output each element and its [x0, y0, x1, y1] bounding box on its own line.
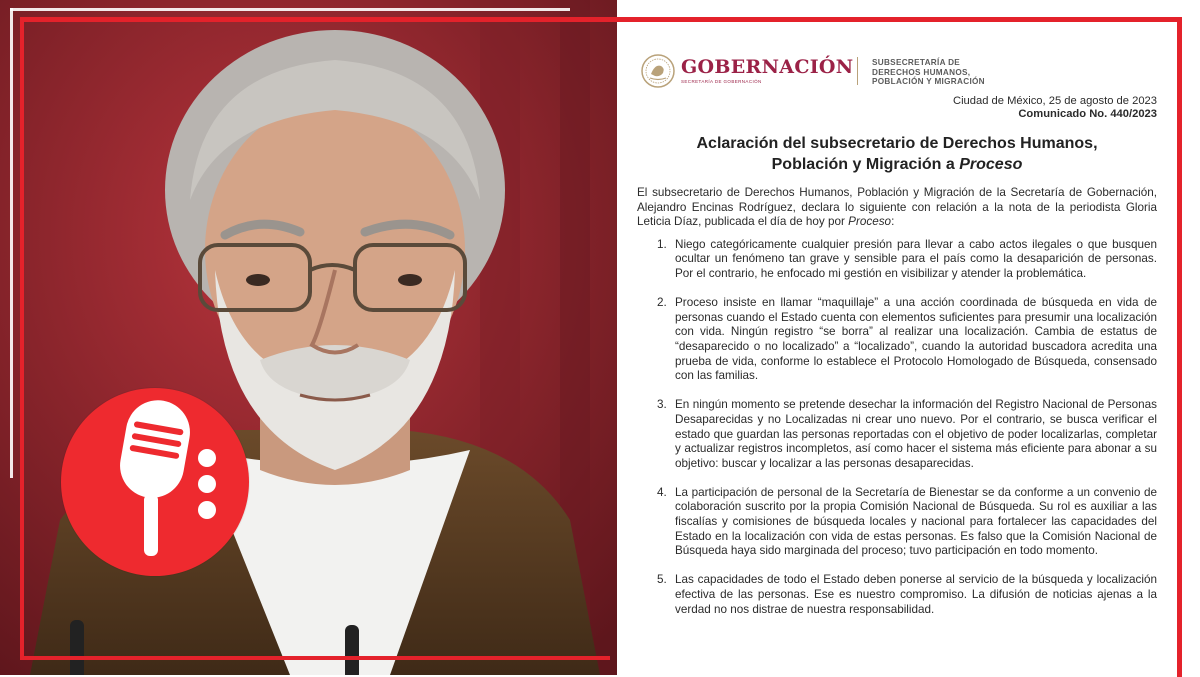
- list-item: [637, 398, 1157, 471]
- department-line-2: DERECHOS HUMANOS,: [872, 67, 971, 77]
- date-place: Ciudad de México, 25 de agosto de 2023: [952, 95, 1157, 107]
- item-text: Niego categóricamente cualquier presión para llevar a cabo actos ilegales o que busquen ocultar un fenómeno tan grave y sensible para el país como la desaparición de personas. Por el contrario, he enfocado mi gestión en visibilizar y atender la problemática.: [675, 237, 1157, 280]
- department-line-3: POBLACIÓN Y MIGRACIÓN: [872, 77, 985, 87]
- press-release: [617, 22, 1177, 675]
- intro-paragraph: [637, 186, 1157, 230]
- document-title: [637, 133, 1157, 175]
- item-number: 4.: [657, 485, 667, 499]
- microphone-badge: [61, 388, 249, 576]
- frame-accent-left: [10, 8, 13, 478]
- item-number: 3.: [657, 398, 667, 412]
- microphone-icon: [61, 388, 249, 576]
- item-text: En ningún momento se pretende desechar la información del Registro Nacional de Personas Desaparecidas y no Localizadas ni crear uno nuevo. Por el contrario, se busca verificar el estado que guardan las personas reportadas con el objetivo de poder localizarlas, completar y actualizar registros incompletos, así como hacer el sistema más eficiente para abonar a su objetivo: buscar y localizar a las personas desaparecidas.: [675, 398, 1157, 470]
- title-line-2-text: Población y Migración a: [771, 156, 960, 173]
- department-name: [872, 58, 985, 87]
- letterhead: [641, 54, 1161, 90]
- item-number: 2.: [657, 296, 667, 310]
- title-publication: Proceso: [959, 156, 1023, 173]
- frame-border-left: [20, 17, 24, 660]
- intro-text: El subsecretario de Derechos Humanos, Población y Migración de la Secretaría de Gobernación, Alejandro Encinas Rodríguez, declara lo siguiente con relación a la nota de la periodista Gloria Leticia Díaz, publicada el día de hoy por: [637, 186, 1157, 229]
- list-item: [637, 486, 1157, 559]
- seal-icon: [641, 54, 675, 88]
- release-number: Comunicado No. 440/2023: [1018, 108, 1157, 120]
- brand-name: GOBERNACIÓN: [681, 56, 854, 78]
- intro-publication: Proceso: [848, 215, 892, 229]
- item-number: 1.: [657, 237, 667, 251]
- title-line-2: [637, 154, 1157, 175]
- frame-border-bottom: [20, 656, 610, 660]
- department-line-1: SUBSECRETARÍA DE: [872, 58, 961, 67]
- header-divider: [857, 57, 858, 85]
- list-item: [637, 238, 1157, 282]
- frame-border-right: [1177, 17, 1182, 677]
- item-text: Proceso insiste en llamar “maquillaje” a una acción coordinada de búsqueda en vida de personas cuando el Estado cuenta con elementos suficientes para presumir una localización con vida. Ningún registro “se borra” al realizar una localización. Cambia de estatus de “desaparecido o no localizado” a “localizado”, cuando la autoridad buscadora acredita una prueba de vida, conforme lo establece el Protocolo Homologado de Búsqueda, consensado con las familias.: [675, 296, 1157, 383]
- list-item: [637, 296, 1157, 384]
- intro-end: :: [891, 215, 895, 229]
- statement-list: [637, 238, 1157, 617]
- item-text: La participación de personal de la Secretaría de Bienestar se da conforme a un convenio de colaboración suscrito por la propia Comisión Nacional de Búsqueda. Su rol es auxiliar a las fiscalías y comisiones de búsqueda locales y nacional para fortalecer las capacidades del Estado en la localización con vida de estas personas. Es falso que la Comisión Nacional de Búsqueda haya sido marginada del proceso; tuvo participación en todo momento.: [675, 485, 1157, 558]
- frame-accent-top: [10, 8, 570, 11]
- document-body: [637, 186, 1157, 632]
- item-text: Las capacidades de todo el Estado deben ponerse al servicio de la búsqueda y localización efectiva de las personas. Ese es nuestro compromiso. La difusión de noticias ajenas a la verdad no nos distrae de nuestra responsabilidad.: [675, 573, 1157, 616]
- dateline-block: [953, 95, 1157, 121]
- brand-subtitle: SECRETARÍA DE GOBERNACIÓN: [681, 79, 762, 84]
- title-line-1: Aclaración del subsecretario de Derechos Humanos,: [696, 135, 1098, 152]
- item-number: 5.: [657, 573, 667, 587]
- list-item: [637, 573, 1157, 617]
